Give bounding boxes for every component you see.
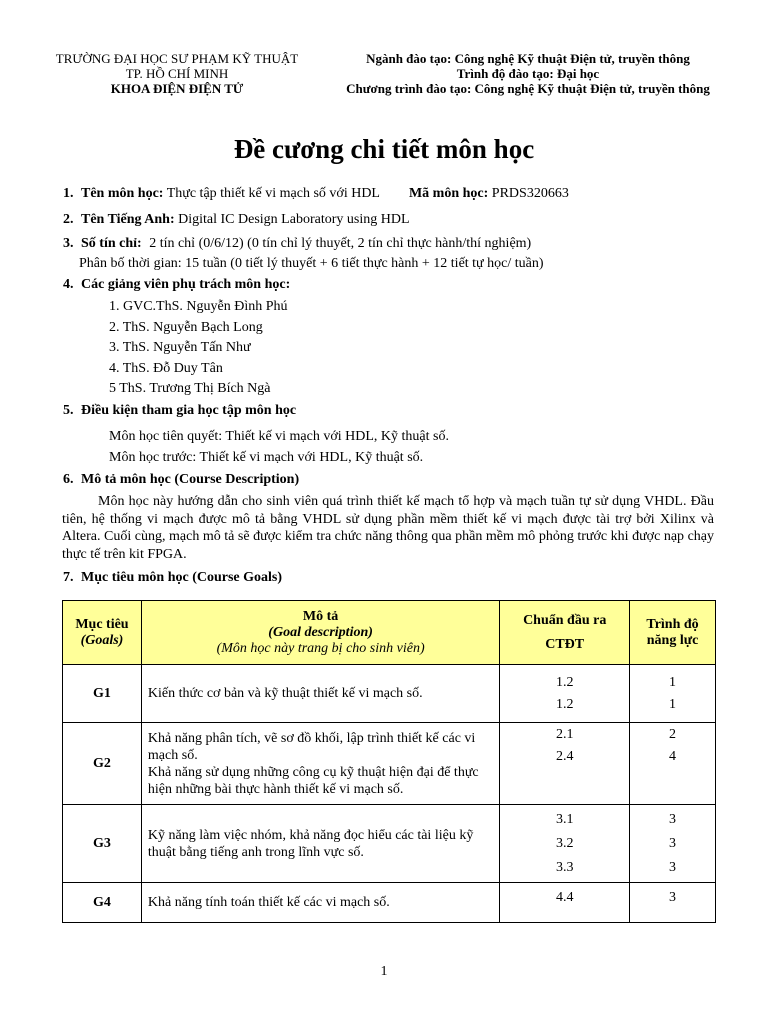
goal-description-line: Khả năng sử dụng những công cụ kỹ thuật hiện đại để thực hiện những bài thực hành thiết kế vi mạch số. [147,764,479,797]
section-6 [63,472,299,488]
prerequisite-item: Môn học trước: Thiết kế vi mạch với HDL, Kỹ thuật số. [109,450,424,465]
goals-table [62,600,716,923]
school-name: TRƯỜNG ĐẠI HỌC SƯ PHẠM KỸ THUẬT [55,51,299,66]
goal-description: Kỹ năng làm việc nhóm, khả năng đọc hiểu các tài liệu kỹ thuật bằng tiếng anh trong lĩnh vực số. [141,805,499,883]
english-name: Digital IC Design Laboratory using HDL [178,212,410,227]
goal-levels [630,665,716,723]
section-5 [63,403,296,419]
level-value: 1 [669,674,677,690]
section-7 [63,570,282,586]
section-1 [63,186,743,202]
goal-description: Kiến thức cơ bản và kỹ thuật thiết kế vi mạch số. [141,665,499,723]
table-row [63,883,716,923]
school-header [40,51,314,96]
course-code: PRDS320663 [491,186,569,201]
section-2-label: Tên Tiếng Anh: [81,212,175,227]
prerequisites [109,426,449,468]
faculty-name: KHOA ĐIỆN ĐIỆN TỬ [110,81,244,96]
section-4-label: Các giảng viên phụ trách môn học: [81,277,291,292]
level-value: 4 [669,749,677,764]
credits-value: 2 tín chỉ (0/6/12) (0 tín chỉ lý thuyết, 2 tín chỉ thực hành/thí nghiệm) [149,236,532,251]
section-7-label: Mục tiêu môn học (Course Goals) [81,570,283,585]
header-level-text2: năng lực [646,632,699,648]
level-value: 1 [669,696,677,712]
lecturer-item: 1. GVC.ThS. Nguyễn Đình Phú [109,299,288,314]
section-4-number: 4. [63,277,74,292]
level-value: 3 [669,859,677,875]
level-value: 3 [669,835,677,851]
goal-levels [630,883,716,923]
goal-description [141,723,499,805]
lecturer-item: 5 ThS. Trương Thị Bích Ngà [109,381,271,396]
section-1-number: 1. [63,186,74,201]
section-2-number: 2. [63,212,74,227]
outcome-value: 3.1 [555,811,574,827]
header-outcomes-code: CTĐT [545,636,585,652]
lecturer-item: 4. ThS. Đỗ Duy Tân [109,360,223,376]
goal-levels [630,723,716,805]
prerequisite-item: Môn học tiên quyết: Thiết kế vi mạch với HDL, Kỹ thuật số. [109,429,449,444]
goal-id: G3 [63,805,142,883]
outcome-value: 3.2 [555,835,574,851]
course-code-label: Mã môn học: [408,186,489,201]
lecturer-item: 2. ThS. Nguyễn Bạch Long [109,319,263,335]
level-value: 3 [669,811,677,827]
goal-id: G1 [63,665,142,723]
section-7-number: 7. [63,570,74,585]
course-description: Môn học này hướng dẫn cho sinh viên quá trình thiết kế mạch tổ hợp và mạch tuần tự sử dụng VHDL. Đầu tiên, hệ thống vi mạch được mô tả bằng VHDL sử dụng phần mềm thiết kế vi mạch được tài trợ bởi Xilinx và Altera. Cuối cùng, mạch mô tả sẽ được kiểm tra chức năng thông qua phần mềm mô phỏng trước khi được nạp chạy thực tế trên kit FPGA. [62,494,714,562]
program-level: Trình độ đào tạo: Đại học [456,66,600,81]
level-value: 3 [669,890,677,905]
section-6-number: 6. [63,472,74,487]
outcome-value: 2.1 [555,727,574,742]
table-header-row [63,601,716,665]
page-number: 1 [380,964,388,979]
goal-outcomes [500,723,630,805]
section-5-label: Điều kiện tham gia học tập môn học [81,403,297,418]
goal-outcomes [500,805,630,883]
header-level [630,601,716,665]
section-3-label: Số tín chỉ: [81,236,142,251]
program-field: Ngành đào tạo: Công nghệ Kỹ thuật Điện tử, truyền thông [366,51,690,66]
section-5-number: 5. [63,403,74,418]
goal-outcomes [500,665,630,723]
header-outcomes-text: Chuẩn đầu ra [523,612,607,628]
section-2 [63,212,410,228]
header-level-text: Trình độ [646,616,699,632]
section-6-label: Mô tả môn học (Course Description) [81,472,300,487]
goal-levels [630,805,716,883]
outcome-value: 2.4 [555,749,574,764]
goal-outcomes [500,883,630,923]
table-row [63,723,716,805]
goal-id: G4 [63,883,142,923]
outcome-value: 1.2 [555,674,574,690]
level-value: 2 [669,727,677,742]
section-1-label: Tên môn học: [81,186,164,201]
outcome-value: 4.4 [555,890,574,905]
outcome-value: 1.2 [555,696,574,712]
outcome-value: 3.3 [555,859,574,875]
goal-description-line: Khả năng phân tích, vẽ sơ đồ khối, lập trình thiết kế các vi mạch số. [147,730,476,763]
header-outcomes [500,601,630,665]
page-title: Đề cương chi tiết môn học [233,134,535,164]
header-goals-text: Mục tiêu [75,616,129,632]
header-desc-text: Mô tả [302,608,339,624]
program-header [316,51,740,96]
header-goals [63,601,142,665]
goal-description: Khả năng tính toán thiết kế các vi mạch số. [141,883,499,923]
section-3-number: 3. [63,236,74,251]
table-row [63,665,716,723]
program-name: Chương trình đào tạo: Công nghệ Kỹ thuật Điện tử, truyền thông [346,81,710,96]
lecturer-item: 3. ThS. Nguyễn Tấn Như [109,340,251,355]
course-name: Thực tập thiết kế vi mạch số với HDL [166,186,380,201]
goal-id: G2 [63,723,142,805]
header-description [141,601,499,665]
section-4 [63,277,290,293]
lecturer-list [109,297,288,400]
school-city: TP. HỒ CHÍ MINH [125,66,229,81]
header-desc-en: (Goal description) [268,624,373,640]
time-allocation: Phân bố thời gian: 15 tuần (0 tiết lý thuyết + 6 tiết thực hành + 12 tiết tự học/ tuần) [79,256,544,271]
header-desc-note: (Môn học này trang bị cho sinh viên) [216,640,425,656]
table-row [63,805,716,883]
section-3 [63,236,531,252]
header-goals-en: (Goals) [80,632,124,648]
